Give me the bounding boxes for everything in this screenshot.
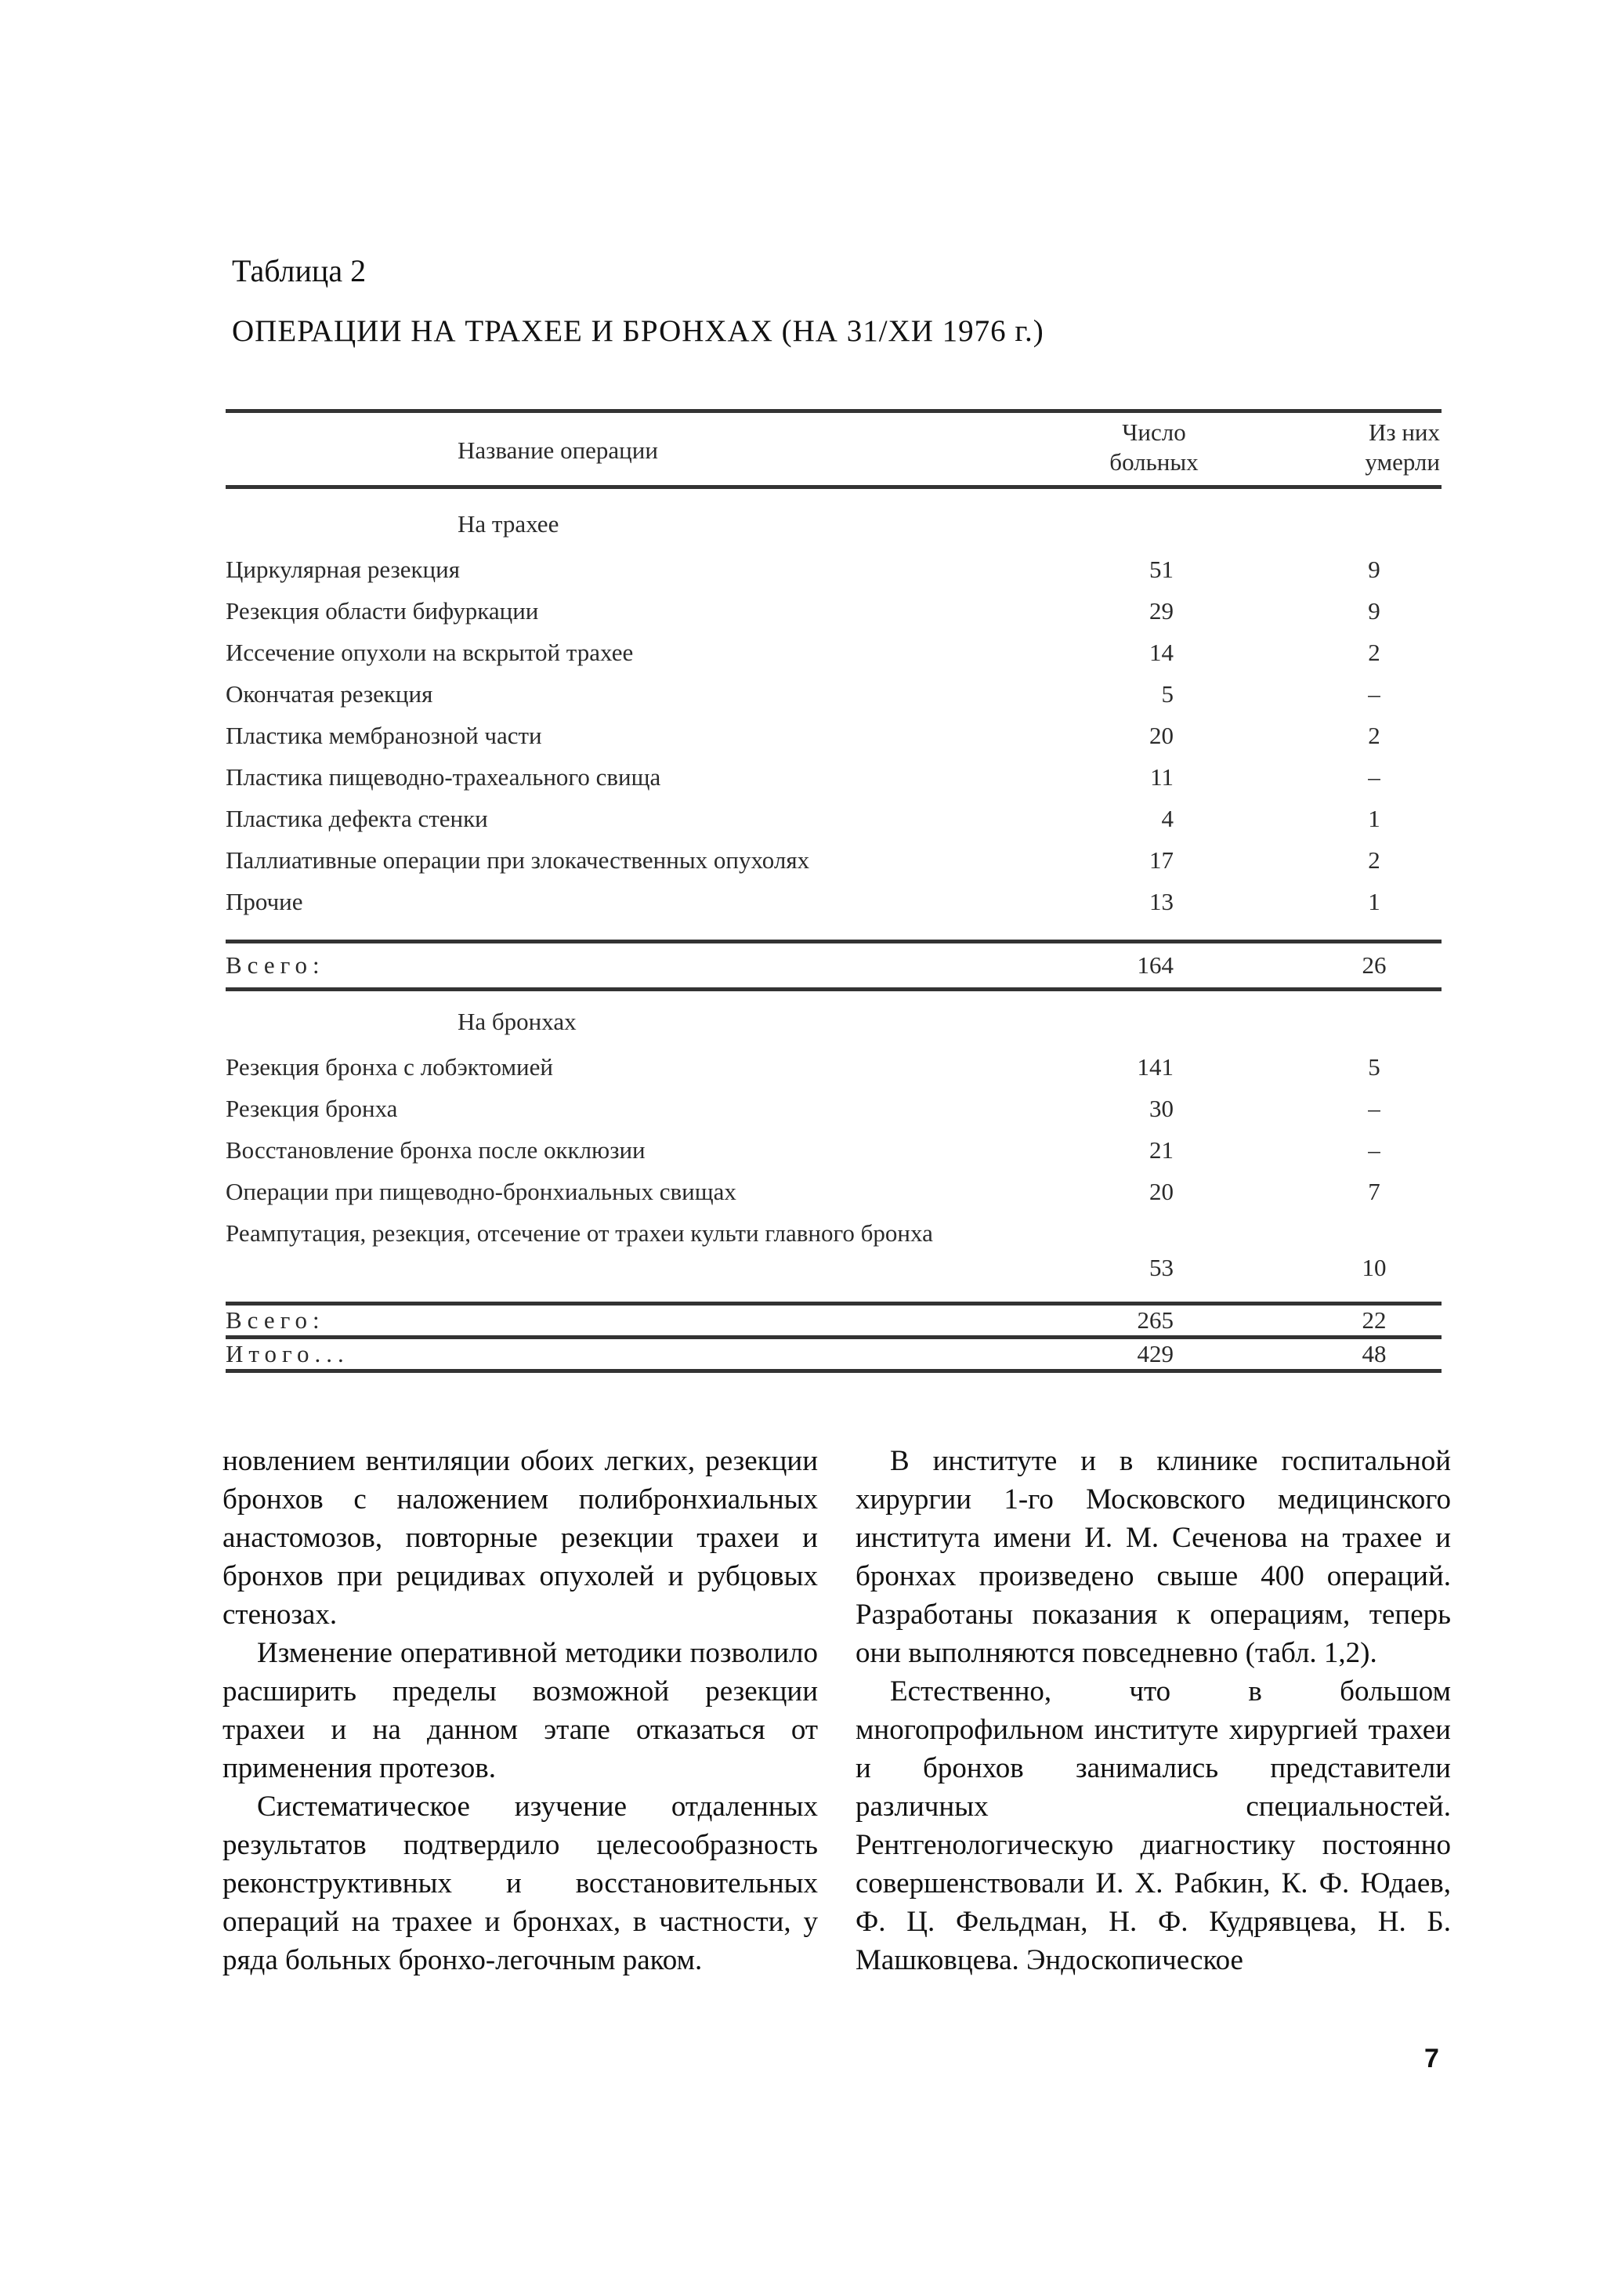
- section-trachea: На трахее: [458, 510, 559, 538]
- table-row: [226, 1129, 1442, 1171]
- table-row: [226, 1046, 1442, 1088]
- patients-count: 17: [1149, 846, 1174, 874]
- operation-name: Реампутация, резекция, отсечение от трахеи культи главного бронха: [226, 1219, 933, 1247]
- died-count: 1: [1368, 805, 1380, 832]
- total-row-trachea: Всего: 164 26: [226, 951, 1387, 979]
- grand-total-row: Итого... 429 48: [226, 1340, 1387, 1367]
- operation-name: Циркулярная резекция: [226, 556, 460, 583]
- patients-count: 20: [1149, 722, 1174, 749]
- patients-count: 5: [1161, 680, 1174, 708]
- table-row: [226, 881, 1442, 922]
- died-count: –: [1368, 763, 1380, 791]
- table-rule: [226, 485, 1442, 489]
- died-count: 1: [1368, 888, 1380, 915]
- patients-count: 141: [1137, 1053, 1174, 1081]
- header-operation-name: Название операции: [458, 436, 658, 464]
- operation-name: Резекция бронха с лобэктомией: [226, 1053, 554, 1081]
- page-number: 7: [1424, 2044, 1439, 2073]
- operations-table: [226, 409, 1442, 1373]
- table-row: [226, 549, 1442, 590]
- table-row: [226, 673, 1442, 715]
- paragraph: Естественно, что в большом многопрофильном институте хирургией трахеи и бронхов занимались представители различных специальностей. Рентгенологическую диагностику постоянно совершенствовали И. Х. Рабкин, К. Ф. Юдаев, Ф. Ц. Фельдман, Н. Ф. Кудрявцева, Н. Б. Машковцева. Эндоскопическое: [856, 1675, 1451, 1976]
- section-bronchi: На бронхах: [458, 1008, 577, 1035]
- patients-count: 29: [1149, 597, 1174, 625]
- patients-count: 14: [1149, 639, 1174, 666]
- header-died: Из них умерли: [1365, 418, 1440, 476]
- operation-name: Прочие: [226, 888, 303, 915]
- died-count: –: [1368, 1136, 1380, 1164]
- operation-name: Иссечение опухоли на вскрытой трахее: [226, 639, 634, 666]
- table-row: [226, 1212, 1442, 1291]
- table-rule: [226, 1369, 1442, 1373]
- died-count: 9: [1368, 556, 1380, 583]
- operation-name: Пластика пищеводно-трахеального свища: [226, 763, 661, 791]
- table-row: [226, 798, 1442, 839]
- patients-count: 51: [1149, 556, 1174, 583]
- table-row: [226, 839, 1442, 881]
- died-count: 5: [1368, 1053, 1380, 1081]
- header-patients: Число больных: [1109, 418, 1199, 476]
- trachea-rows: [226, 549, 1442, 922]
- table-caption: Таблица 2: [232, 253, 367, 288]
- body-column-right: [856, 1442, 1451, 1979]
- paragraph: Изменение оперативной методики позволило расширить пределы возможной резекции трахеи и на данном этапе отказаться от применения протезов.: [222, 1637, 818, 1784]
- died-count: 10: [1362, 1254, 1387, 1281]
- operation-name: Резекция бронха: [226, 1095, 398, 1122]
- table-row: [226, 756, 1442, 798]
- table-rule: [226, 987, 1442, 991]
- died-count: 2: [1368, 846, 1380, 874]
- paragraph: Систематическое изучение отдаленных результатов подтвердило целесообразность реконструктивных и восстановительных операций на трахее и бронхах, в частности, у ряда больных бронхо-легочным раком.: [222, 1791, 818, 1976]
- patients-count: 30: [1149, 1095, 1174, 1122]
- patients-count: 11: [1150, 763, 1174, 791]
- operation-name: Окончатая резекция: [226, 680, 433, 708]
- table-row: [226, 632, 1442, 673]
- table-row: [226, 715, 1442, 756]
- operation-name: Пластика мембранозной части: [226, 722, 542, 749]
- bronchi-rows: [226, 1046, 1442, 1291]
- patients-count: 4: [1161, 805, 1174, 832]
- table-row: [226, 1088, 1442, 1129]
- total-row-bronchi: Всего: 265 22: [226, 1306, 1387, 1334]
- operation-name: Резекция области бифуркации: [226, 597, 539, 625]
- died-count: –: [1368, 680, 1380, 708]
- table-title: ОПЕРАЦИИ НА ТРАХЕЕ И БРОНХАХ (НА 31/ХИ 1976 г.): [232, 314, 1044, 348]
- operation-name: Восстановление бронха после окклюзии: [226, 1136, 646, 1164]
- died-count: –: [1368, 1095, 1380, 1122]
- operation-name: Паллиативные операции при злокачественных опухолях: [226, 846, 810, 874]
- operation-name: Пластика дефекта стенки: [226, 805, 488, 832]
- patients-count: 20: [1149, 1178, 1174, 1205]
- paragraph: В институте и в клинике госпитальной хирургии 1-го Московского медицинского института имени И. М. Сеченова на трахее и бронхах произведено свыше 400 операций. Разработаны показания к операциям, теперь они выполняются повседневно (табл. 1,2).: [856, 1445, 1451, 1669]
- operation-name: Операции при пищеводно-бронхиальных свищах: [226, 1178, 736, 1205]
- died-count: 9: [1368, 597, 1380, 625]
- paragraph: новлением вентиляции обоих легких, резекции бронхов с наложением полибронхиальных анастомозов, повторные резекции трахеи и бронхов при рецидивах опухолей и рубцовых стенозах.: [222, 1445, 818, 1631]
- patients-count: 53: [1149, 1254, 1174, 1281]
- patients-count: 13: [1149, 888, 1174, 915]
- table-header: [226, 413, 1442, 485]
- died-count: 2: [1368, 722, 1380, 749]
- died-count: 2: [1368, 639, 1380, 666]
- table-row: [226, 590, 1442, 632]
- body-column-left: [222, 1442, 818, 1979]
- table-row: [226, 1171, 1442, 1212]
- died-count: 7: [1368, 1178, 1380, 1205]
- patients-count: 21: [1149, 1136, 1174, 1164]
